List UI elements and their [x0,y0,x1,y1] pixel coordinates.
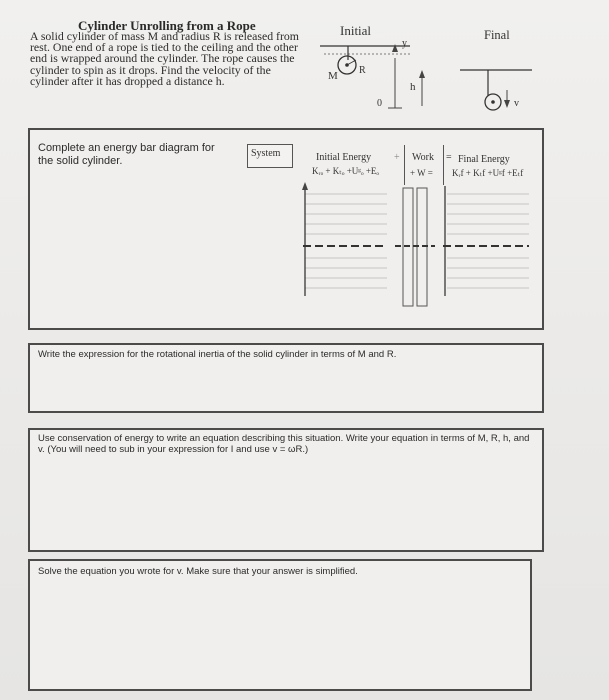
energy-bar-grid [295,182,535,312]
zero-label: 0 [377,98,382,109]
problem-statement: A solid cylinder of mass M and radius R is released from rest. One end of a rope is tied to the ceiling and the other end is wrapped around the cylinder. The rope causes the cylinder to spin as it drops. Find the velocity of the cylinder after it has dropped a distance h. [30,29,299,88]
radius-label: R [359,65,366,76]
h-label: h [410,81,416,93]
system-label: System [251,148,281,159]
final-label: Final [484,28,510,42]
mass-label: M [328,70,338,82]
work-heading: Work [412,152,434,163]
initial-axis-arrowhead [302,182,308,190]
work-cell [404,145,444,185]
initial-energy-heading: Initial Energy [316,152,372,163]
v-label: v [514,98,519,109]
final-energy-heading: Final Energy [458,154,510,165]
radius-line [347,60,356,65]
y-label: y [402,38,407,49]
y-axis-arrowhead [392,44,398,52]
worksheet-title: Cylinder Unrolling from a Rope [78,18,256,33]
h-arrowhead [419,70,425,78]
equals-sign: = [446,152,452,163]
final-energy-terms: Kᵣf + Kₜf +Uᵍf +Eₜf [452,168,524,178]
plus-sign: + [394,152,400,163]
energy-instruction: Complete an energy bar diagram for the solid cylinder. [38,142,215,167]
final-grid-lines [447,194,529,288]
cylinder-final-axle [491,100,495,104]
velocity-arrowhead [504,100,510,108]
initial-energy-terms: Kᵣₒ + Kₜₒ +Uᵍₒ +Eₒ [312,166,380,176]
rotational-inertia-prompt: Write the expression for the rotational inertia of the solid cylinder in terms of M and R. [38,349,397,360]
work-term: + W = [410,168,433,178]
initial-grid-lines [305,194,387,288]
energy-equation-prompt: Use conservation of energy to write an equation describing this situation. Write your equation in terms of M, R, h, and v. (You will need to sub in your expression for I and use v = ωR.) [38,433,530,455]
initial-label: Initial [340,23,372,38]
solve-velocity-prompt: Solve the equation you wrote for v. Make sure that your answer is simplified. [38,566,358,577]
solve-velocity-answer-box[interactable] [28,559,532,691]
